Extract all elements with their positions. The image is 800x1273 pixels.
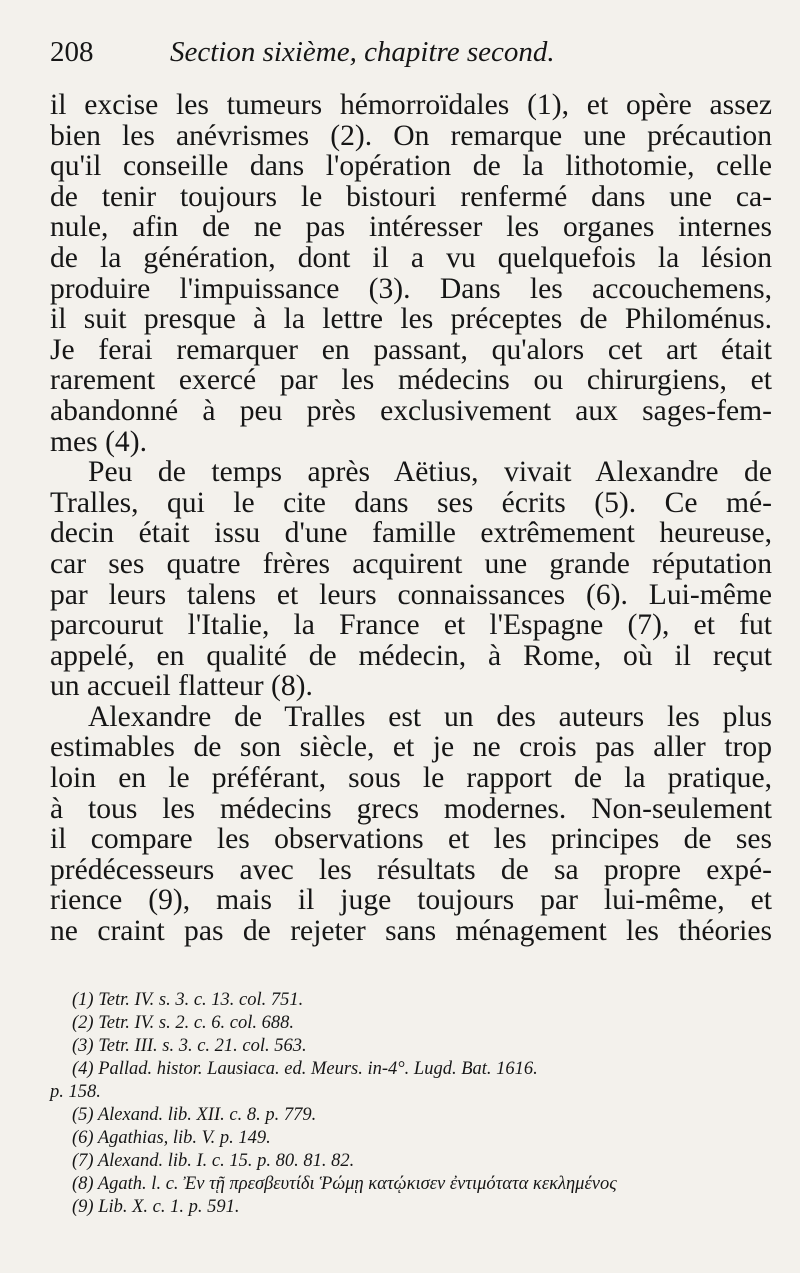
- text-line: Peu de temps après Aëtius, vivait Alexandre de: [88, 456, 772, 489]
- text-line: Tralles, qui le cite dans ses écrits (5). Ce mé-: [50, 486, 772, 519]
- text-line: ne craint pas de rejeter sans ménagement les théories: [50, 915, 772, 948]
- footnote: (9) Lib. X. c. 1. p. 591.: [72, 1196, 240, 1217]
- text-line: rience (9), mais il juge toujours par lui-même, et: [50, 884, 772, 917]
- footnote: (7) Alexand. lib. I. c. 15. p. 80. 81. 82.: [72, 1150, 355, 1171]
- text-line: il suit presque à la lettre les préceptes de Philoménus.: [50, 303, 772, 336]
- footnotes: [50, 989, 772, 1219]
- text-line: Alexandre de Tralles est un des auteurs les plus: [88, 700, 772, 733]
- running-title: Section sixième, chapitre second.: [170, 36, 555, 68]
- text-line: il excise les tumeurs hémorroïdales (1), et opère assez: [50, 89, 772, 121]
- text-line: il compare les observations et les principes de ses: [50, 823, 772, 856]
- footnote: (2) Tetr. IV. s. 2. c. 6. col. 688.: [72, 1012, 294, 1033]
- text-line: par leurs talens et leurs connaissances (6). Lui-même: [50, 578, 772, 611]
- text-line: decin était issu d'une famille extrêmement heureuse,: [50, 517, 772, 550]
- text-line: de la génération, dont il a vu quelquefois la lésion: [50, 241, 772, 274]
- text-line: abandonné à peu près exclusivement aux sages-fem-: [50, 394, 772, 427]
- text-line: car ses quatre frères acquirent une grande réputation: [50, 547, 772, 580]
- page-number: 208: [50, 36, 94, 68]
- text-line: appelé, en qualité de médecin, à Rome, où il reçut: [50, 639, 772, 672]
- page-header: [50, 36, 772, 90]
- text-line: de tenir toujours le bistouri renfermé dans une ca-: [50, 180, 772, 213]
- footnote-continuation: p. 158.: [50, 1081, 101, 1102]
- text-line: qu'il conseille dans l'opération de la lithotomie, celle: [50, 150, 772, 183]
- text-line: nule, afin de ne pas intéresser les organes internes: [50, 211, 772, 244]
- text-line: estimables de son siècle, et je ne crois pas aller trop: [50, 731, 772, 764]
- text-line: Je ferai remarquer en passant, qu'alors cet art était: [50, 333, 772, 366]
- text-line: prédécesseurs avec les résultats de sa propre expé-: [50, 853, 772, 886]
- text-line: produire l'impuissance (3). Dans les accouchemens,: [50, 272, 772, 305]
- footnote: (8) Agath. l. c. Ἐν τῇ πρεσβευτίδι Ῥώμῃ κατῴκισεν ἐντιμότατα κεκλημένος: [72, 1173, 617, 1194]
- text-line: rarement exercé par les médecins ou chirurgiens, et: [50, 364, 772, 397]
- text-line: parcourut l'Italie, la France et l'Espagne (7), et fut: [50, 609, 772, 642]
- footnote: (5) Alexand. lib. XII. c. 8. p. 779.: [72, 1104, 317, 1125]
- text-line: un accueil flatteur (8).: [50, 670, 313, 703]
- footnote: (6) Agathias, lib. V. p. 149.: [72, 1127, 271, 1148]
- text-line: loin en le préférant, sous le rapport de la pratique,: [50, 762, 772, 795]
- text-line: à tous les médecins grecs modernes. Non-seulement: [50, 792, 772, 825]
- footnote: (1) Tetr. IV. s. 3. c. 13. col. 751.: [72, 989, 304, 1010]
- text-line: bien les anévrismes (2). On remarque une précaution: [50, 119, 772, 152]
- footnote: (3) Tetr. III. s. 3. c. 21. col. 563.: [72, 1035, 307, 1056]
- body-text: [50, 90, 772, 947]
- footnote: (4) Pallad. histor. Lausiaca. ed. Meurs. in-4°. Lugd. Bat. 1616.: [72, 1058, 538, 1079]
- text-line: mes (4).: [50, 425, 147, 458]
